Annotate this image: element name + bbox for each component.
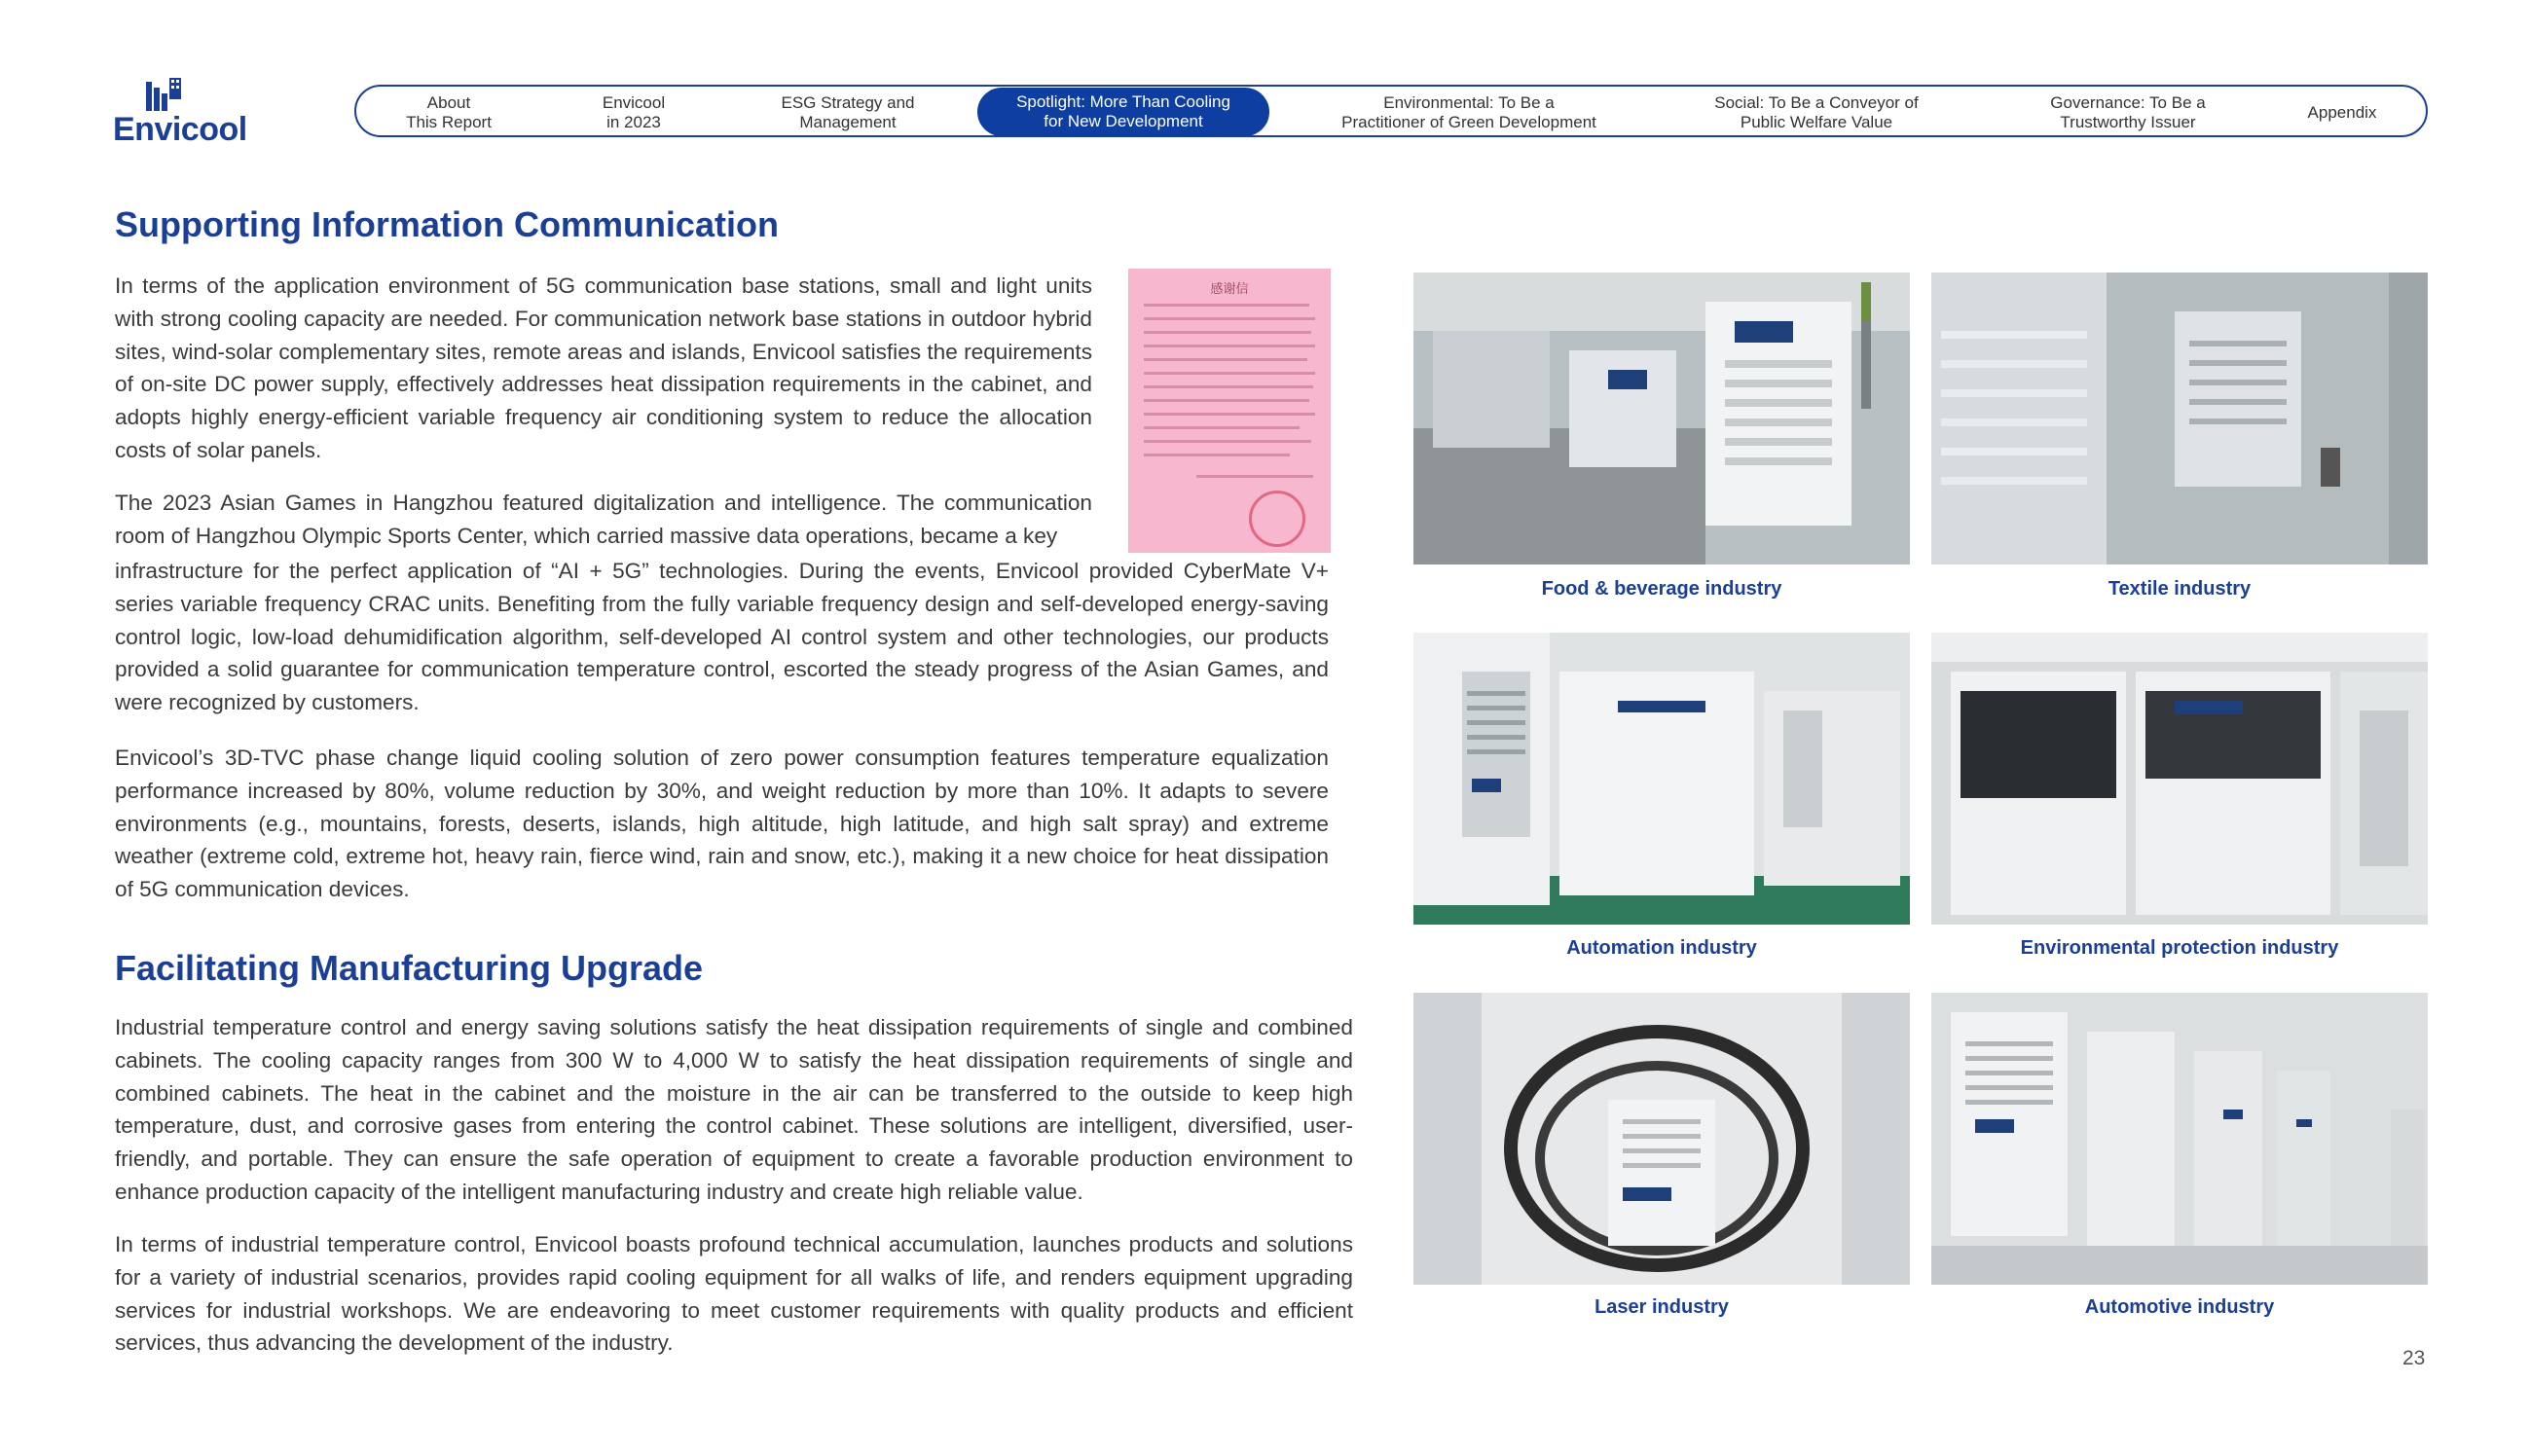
thank-you-letter-image [1128, 269, 1331, 553]
photo-laser-industry [1413, 993, 1910, 1285]
photo-automotive-industry [1931, 993, 2428, 1285]
section1-paragraph-2b: infrastructure for the perfect application of “AI + 5G” technologies. During the events, Envicool provided CyberMate V+ series variable frequency CRAC units. Benefiting from the fully variable frequency design and self-developed energy-saving control logic, low-load dehumidification algorithm, self-developed AI control system and other technologies, our products provided a solid guarantee for communication temperature control, escorted the steady progress of the Asian Games, and were recognized by customers. [115, 559, 1329, 715]
envicool-logo [113, 78, 249, 148]
letter-stamp-icon [1249, 491, 1305, 547]
caption-automation: Automation industry [1566, 937, 1757, 959]
photo-food-beverage-industry [1413, 273, 1910, 564]
section2-paragraph-2: In terms of industrial temperature control, Envicool boasts profound technical accumulation, launches products and solutions for a variety of industrial scenarios, provides rapid cooling equipment for all walks of life, and renders equipment upgrading services for industrial workshops. We are endeavoring to meet customer requirements with quality products and efficient services, thus advancing the development of the industry. [115, 1232, 1353, 1356]
section-title-manufacturing-upgrade: Facilitating Manufacturing Upgrade [115, 948, 704, 988]
section2-paragraph-1: Industrial temperature control and energy saving solutions satisfy the heat dissipation requirements of single and combined cabinets. The cooling capacity ranges from 300 W to 4,000 W to satisfy the heat dissipation requirements of single and combined cabinets. The heat in the cabinet and the moisture in the air can be transferred to the outside to keep high temperature, dust, and corrosive gases from entering the control cabinet. These solutions are intelligent, diversified, user-friendly, and portable. They can ensure the safe operation of equipment to create a favorable production environment to enhance production capacity of the intelligent manufacturing industry and create high reliable value. [115, 1015, 1353, 1204]
caption-textile: Textile industry [2108, 578, 2252, 600]
letter-title: 感谢信 [1210, 281, 1249, 296]
nav-item-esg-strategy[interactable]: ESG Strategy and Management [781, 93, 915, 131]
caption-food-beverage: Food & beverage industry [1541, 578, 1782, 600]
caption-laser: Laser industry [1594, 1296, 1729, 1318]
section1-paragraph-1: In terms of the application environment of 5G communication base stations, small and light units with strong cooling capacity are needed. For communication network base stations in outdoor hybrid sites, wind-solar complementary sites, remote areas and islands, Envicool satisfies the requirements of on-site DC power supply, effectively addresses heat dissipation requirements in the cabinet, and adopts highly energy-efficient variable frequency air conditioning system to reduce the allocation costs of solar panels. [115, 273, 1092, 462]
top-navigation [354, 85, 2428, 137]
logo-text: Envicool [113, 111, 247, 148]
caption-environmental-protection: Environmental protection industry [2020, 937, 2339, 959]
nav-item-spotlight[interactable]: Spotlight: More Than Cooling for New Development [977, 88, 1269, 136]
nav-item-social[interactable]: Social: To Be a Conveyor of Public Welfare Value [1714, 93, 1919, 131]
section1-paragraph-3: Envicool’s 3D-TVC phase change liquid cooling solution of zero power consumption features temperature equalization performance increased by 80%, volume reduction by 30%, and weight reduction by more than 10%. It adapts to severe environments (e.g., mountains, forests, deserts, islands, high altitude, high latitude, and high salt spray) and extreme weather (extreme cold, extreme hot, heavy rain, fierce wind, rain and snow, etc.), making it a new choice for heat dissipation of 5G communication devices. [115, 746, 1329, 902]
nav-item-governance[interactable]: Governance: To Be a Trustworthy Issuer [2050, 93, 2206, 131]
nav-item-environmental[interactable]: Environmental: To Be a Practitioner of Green Development [1341, 93, 1596, 131]
photo-automation-industry [1413, 633, 1910, 925]
photo-environmental-protection-industry [1931, 633, 2428, 925]
page-number: 23 [2402, 1347, 2426, 1369]
photo-textile-industry [1931, 273, 2428, 564]
section-title-information-communication: Supporting Information Communication [115, 204, 779, 244]
section1-paragraph-2a: The 2023 Asian Games in Hangzhou featured digitalization and intelligence. The communication room of Hangzhou Olympic Sports Center, which carried massive data operations, became a key [115, 491, 1092, 548]
nav-item-about[interactable]: About This Report [406, 93, 492, 131]
caption-automotive: Automotive industry [2084, 1296, 2275, 1318]
nav-item-appendix[interactable]: Appendix [2307, 103, 2377, 122]
nav-item-envicool-2023[interactable]: Envicool in 2023 [602, 93, 666, 131]
